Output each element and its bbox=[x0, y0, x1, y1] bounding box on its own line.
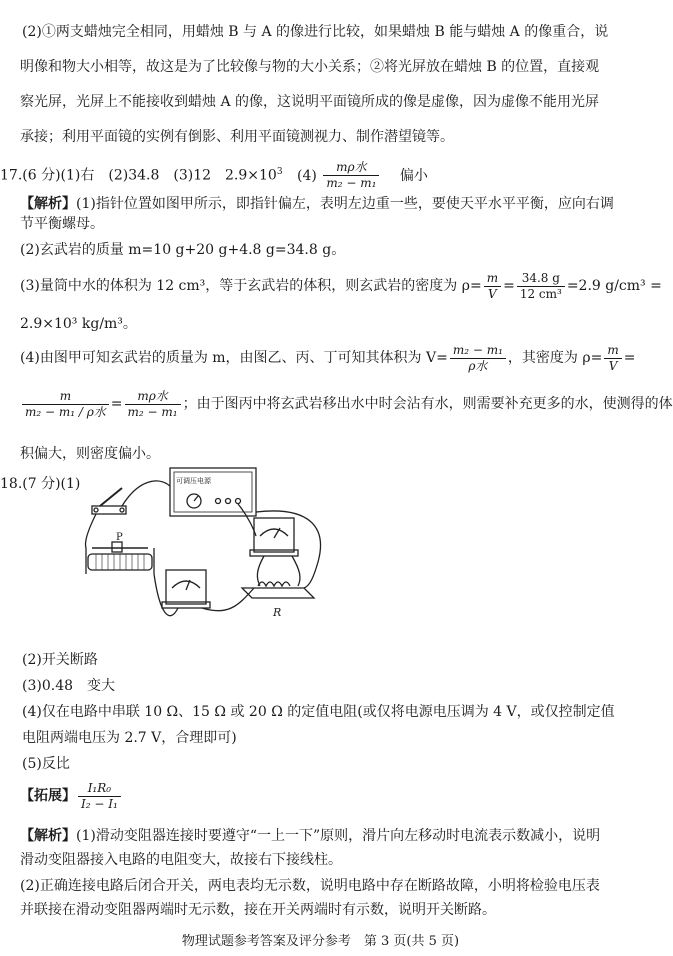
frac-num: m bbox=[484, 271, 501, 287]
text-line: (2)①两支蜡烛完全相同，用蜡烛 B 与 A 的像进行比较，如果蜡烛 B 能与蜡烛 A 的像重合，说 bbox=[22, 24, 609, 40]
q17-frac-num: mρ水 bbox=[323, 160, 379, 176]
extension-fraction bbox=[78, 781, 121, 812]
text-line: 察光屏，光屏上不能接收到蜡烛 A 的像，这说明平面镜所成的像是虚像，因为虚像不能用光屏 bbox=[20, 94, 600, 110]
q17-exponent: 3 bbox=[276, 167, 283, 177]
text: ，其密度为 ρ= bbox=[507, 350, 603, 366]
text-line: (3)0.48 变大 bbox=[22, 678, 116, 694]
text-line: (4)仅在电路中串联 10 Ω、15 Ω 或 20 Ω 的定值电阻(或仅将电源电压调为 4 V，或仅控制定值 bbox=[22, 704, 615, 720]
wire bbox=[238, 504, 256, 536]
text: =2.9 g/cm³ = bbox=[566, 278, 662, 294]
q17-frac-den: m₂ − m₁ bbox=[326, 176, 377, 191]
wire bbox=[122, 481, 170, 506]
q17-analysis-5 bbox=[20, 386, 673, 422]
power-supply-box bbox=[170, 468, 256, 516]
extension-tag: 【拓展】 bbox=[20, 788, 76, 804]
frac-num: mρ水 bbox=[125, 389, 181, 405]
q18-head: 18.(7 分)(1) bbox=[0, 476, 81, 492]
text-line: 2.9×10³ kg/m³。 bbox=[20, 316, 137, 332]
frac-num: I₁R₀ bbox=[78, 781, 121, 797]
q17-analysis-1 bbox=[20, 194, 627, 214]
slider-label-P: P bbox=[116, 532, 123, 543]
switch-lever bbox=[100, 488, 122, 506]
wire bbox=[257, 556, 264, 586]
frac-num: 34.8 g bbox=[517, 271, 565, 287]
rheostat-slider bbox=[112, 542, 122, 552]
resistor-label-R: R bbox=[273, 606, 282, 619]
fraction bbox=[450, 343, 506, 374]
eq: = bbox=[110, 396, 123, 412]
circuit-diagram bbox=[78, 466, 340, 636]
voltmeter bbox=[254, 518, 294, 552]
frac-den: m₂ − m₁ bbox=[127, 404, 178, 419]
frac-den: m₂ − m₁ / ρ水 bbox=[25, 404, 106, 419]
ammeter bbox=[166, 570, 206, 604]
text-line: 并联接在滑动变阻器两端时无示数，接在开关两端时有示数，说明开关断路。 bbox=[20, 902, 496, 918]
text: (4)由图甲可知玄武岩的质量为 m，由图乙、丙、丁可知其体积为 V= bbox=[20, 350, 448, 366]
text-line: 滑动变阻器接入电路的电阻变大，故接右下接线柱。 bbox=[20, 852, 342, 868]
text-line: (5)反比 bbox=[22, 756, 70, 772]
fraction bbox=[517, 271, 565, 302]
q17-fraction bbox=[323, 160, 379, 191]
frac-den: ρ水 bbox=[468, 358, 488, 373]
q17-answer-line bbox=[0, 158, 627, 191]
text-line: 承接；利用平面镜的实例有倒影、利用平面镜测视力、制作潜望镜等。 bbox=[20, 129, 454, 145]
fraction bbox=[125, 389, 181, 420]
frac-num: m₂ − m₁ bbox=[450, 343, 506, 359]
text-line: (2)正确连接电路后闭合开关，两电表均无示数，说明电路中存在断路故障，小明将检验电压表 bbox=[20, 878, 600, 894]
analysis-tag: 【解析】 bbox=[20, 828, 76, 844]
eq: = bbox=[503, 278, 515, 294]
frac-num: m bbox=[22, 389, 109, 405]
resistor-coil bbox=[258, 582, 290, 586]
q17-head: 17.(6 分)(1)右 (2)34.8 (3)12 2.9×10 bbox=[0, 167, 277, 184]
analysis-text: (1)指针位置如图甲所示，即指针偏左，表明左边重一些，要使天平水平平衡，应向右调 bbox=[76, 196, 614, 212]
text: (3)量筒中水的体积为 12 cm³，等于玄武岩的体积，则玄武岩的密度为 ρ= bbox=[20, 278, 482, 294]
q17-part4: (4) bbox=[297, 167, 317, 184]
frac-den: 12 cm³ bbox=[519, 286, 562, 301]
frac-den: I₂ − I₁ bbox=[81, 796, 118, 811]
page-footer: 物理试题参考答案及评分参考 第 3 页(共 5 页) bbox=[181, 934, 460, 949]
text: ；由于图丙中将玄武岩移出水中时会沾有水，则需要补充更多的水，使测得的体 bbox=[182, 396, 673, 412]
q17-tail: 偏小 bbox=[399, 167, 428, 184]
eq: = bbox=[623, 350, 636, 366]
analysis-text: (1)滑动变阻器连接时要遵守“一上一下”原则，滑片向左移动时电流表示数减小，说明 bbox=[76, 828, 601, 844]
q17-analysis-4 bbox=[20, 342, 636, 374]
text-line: 积偏大，则密度偏小。 bbox=[20, 446, 160, 462]
analysis-tag: 【解析】 bbox=[20, 196, 76, 212]
frac-den: V bbox=[488, 286, 497, 301]
q17-analysis-3 bbox=[20, 270, 662, 302]
circuit-figure bbox=[78, 466, 340, 636]
fraction bbox=[484, 271, 501, 302]
text-line: (2)开关断路 bbox=[22, 652, 98, 668]
q18-extension bbox=[20, 778, 627, 814]
frac-num: m bbox=[604, 343, 621, 359]
frac-den: V bbox=[608, 358, 618, 373]
q18-analysis-1 bbox=[20, 826, 627, 846]
text-line: 电阻两端电压为 2.7 V，合理即可) bbox=[22, 730, 237, 746]
switch-base bbox=[92, 506, 126, 514]
power-supply-label: 可调压电源 bbox=[176, 477, 211, 485]
wire bbox=[292, 556, 300, 586]
wire bbox=[85, 514, 96, 548]
fraction bbox=[22, 389, 109, 420]
text-line: 明像和物大小相等，故这是为了比较像与物的大小关系；②将光屏放在蜡烛 B 的位置，直接观 bbox=[20, 59, 600, 75]
text-line: (2)玄武岩的质量 m=10 g+20 g+4.8 g=34.8 g。 bbox=[20, 242, 346, 258]
text-line: 节平衡螺母。 bbox=[20, 216, 104, 232]
fraction bbox=[604, 343, 621, 374]
